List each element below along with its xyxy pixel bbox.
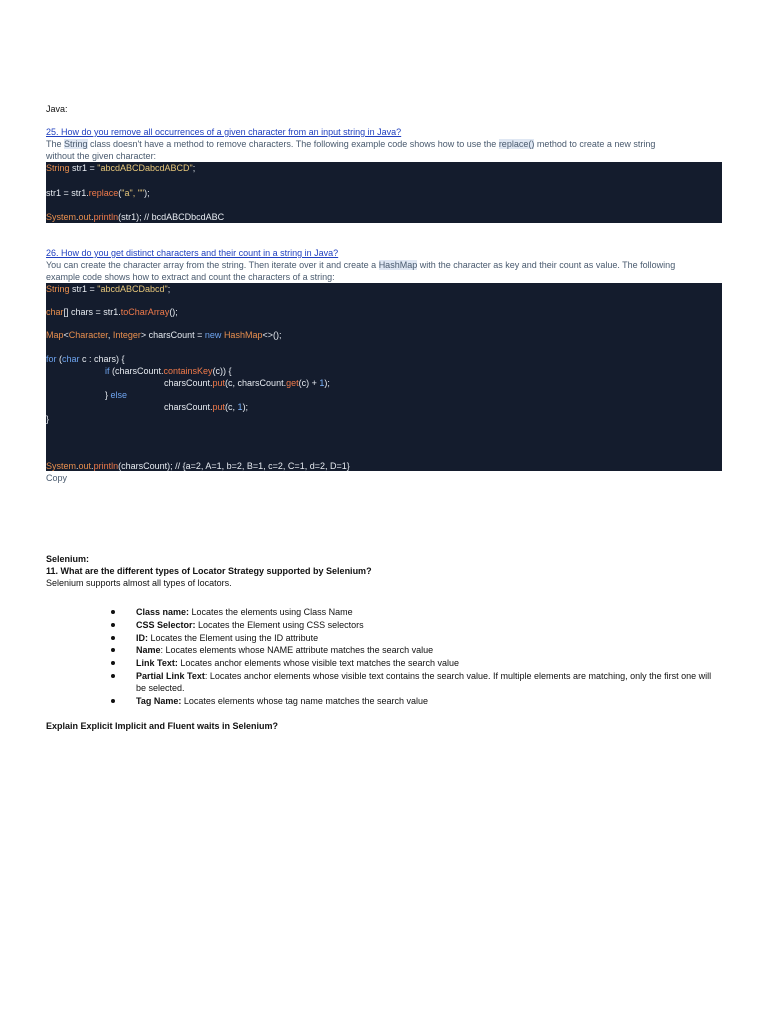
q25-link[interactable]: 25. How do you remove all occurrences of a given character from an input string in Java? [46, 127, 402, 137]
code-line: str1 = str1.replace("a", ""); [46, 188, 150, 198]
code-line: System.out.println(str1); // bcdABCDbcdABC [46, 212, 225, 222]
code-line: System.out.println(charsCount); // {a=2, A=1, b=2, B=1, c=2, C=1, d=2, D=1} [46, 461, 350, 471]
q26-description [46, 259, 726, 283]
code-line: Map<Character, Integer> charsCount = new HashMap<>(); [46, 330, 282, 340]
bullet-icon [111, 699, 115, 703]
bullet-icon [111, 648, 115, 652]
code-line: charsCount.put(c, 1); [164, 402, 249, 412]
q26-desc-text: with the character as key and their count as value. The following [417, 260, 676, 270]
locator-item: ID: Locates the Element using the ID attribute [136, 632, 716, 645]
q25-desc-class: String [64, 139, 88, 149]
q25-desc-text: method to create a new string [534, 139, 656, 149]
locator-item: Name: Locates elements whose NAME attribute matches the search value [136, 644, 716, 657]
q25-desc-line2: without the given character: [46, 151, 157, 161]
locator-list [136, 606, 716, 708]
waits-question: Explain Explicit Implicit and Fluent waits in Selenium? [46, 721, 279, 731]
q26-link[interactable]: 26. How do you get distinct characters and their count in a string in Java? [46, 248, 339, 258]
code-line: char[] chars = str1.toCharArray(); [46, 307, 178, 317]
q26-desc-class: HashMap [378, 260, 418, 270]
locator-item: CSS Selector: Locates the Element using CSS selectors [136, 619, 716, 632]
locator-item: Partial Link Text: Locates anchor elements whose visible text contains the search value. If multiple elements are matching, only the first one will be selected. [136, 670, 716, 695]
locator-intro: Selenium supports almost all types of locators. [46, 578, 232, 588]
bullet-icon [111, 661, 115, 665]
locator-question: 11. What are the different types of Locator Strategy supported by Selenium? [46, 566, 372, 576]
locator-item: Tag Name: Locates elements whose tag name matches the search value [136, 695, 716, 708]
q26-code-block [46, 283, 722, 471]
code-line: } else [105, 390, 128, 400]
code-line: } [46, 414, 50, 424]
code-line: for (char c : chars) { [46, 354, 125, 364]
code-line: if (charsCount.containsKey(c)) { [105, 366, 232, 376]
bullet-icon [111, 610, 115, 614]
java-heading: Java: [46, 104, 68, 114]
q25-desc-text: The [46, 139, 65, 149]
q25-desc-text: class doesn't have a method to remove characters. The following example code shows how to use the [87, 139, 499, 149]
bullet-icon [111, 623, 115, 627]
q25-code-block [46, 162, 722, 223]
code-line: charsCount.put(c, charsCount.get(c) + 1); [164, 378, 330, 388]
code-line: String str1 = "abcdABCDabcdABCD"; [46, 163, 196, 173]
locator-item: Class name: Locates the elements using Class Name [136, 606, 716, 619]
copy-button[interactable]: Copy [46, 473, 68, 483]
q25-description [46, 138, 726, 162]
selenium-heading: Selenium: [46, 554, 90, 564]
q25-desc-method: replace() [498, 139, 535, 149]
q26-desc-line2: example code shows how to extract and count the characters of a string: [46, 272, 335, 282]
code-line: String str1 = "abcdABCDabcd"; [46, 284, 171, 294]
locator-item: Link Text: Locates anchor elements whose visible text matches the search value [136, 657, 716, 670]
bullet-icon [111, 674, 115, 678]
q26-desc-text: You can create the character array from the string. Then iterate over it and create a [46, 260, 379, 270]
bullet-icon [111, 636, 115, 640]
